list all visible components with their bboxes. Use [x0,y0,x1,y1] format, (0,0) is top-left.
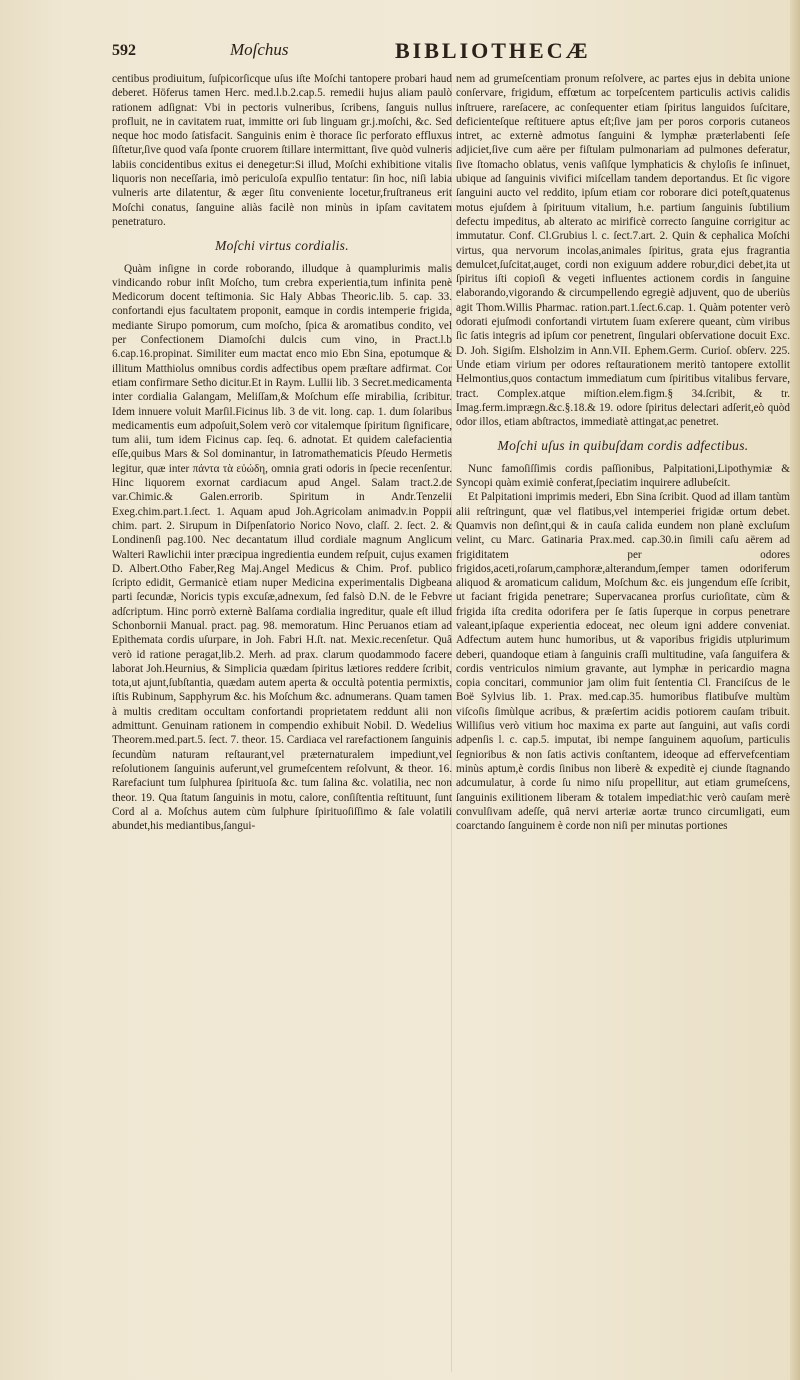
section-heading: Moſchi virtus cordialis. [215,238,349,254]
page-number: 592 [112,42,136,59]
running-head [112,38,792,66]
running-title: BIBLIOTHECÆ [395,38,591,63]
section-name: Moſchus [230,40,289,59]
section-heading: Moſchi uſus in quibuſdam cordis adfectibus. [497,438,749,454]
paragraph: centibus prodiuitum, ſuſpicorſicque uſus iſte Moſchi tantopere probari haud deberet. Höferus tamen Herc. med.l.b.2.cap.5. remedii hujus aliam paulò rationem adſignat: Vbi in pectoris vulneribus, ſcribens, ſanguis nullus profluit, ne in cavitatem ruat, immitte ori ſub linguam gr.j.moſchi, &c. Sed neque hoc modo ſatisfacit. Sanguinis enim è thorace ſic perforato effluxus ſiſtetur,ſive quod vaſa ſponte cruorem ſtillare intermittant, ſive quòd vulneris labiis concidentibus exitus ei denegetur:Si illud, Moſchi exhibitione vitalis liquoris non neceſſaria, imò periculoſa expulſio tentatur: ſin hoc, niſi labia vulneris arte dilatentur, & æger ſitu conveniente locetur,fruſtraneus erit Moſchi conatus, ſanguine aliàs facilè non minùs in ipſam cavitatem penetraturo. [112,73,452,228]
right-column [456,72,790,833]
paragraph: Et Palpitationi imprimis mederi, Ebn Sina ſcribit. Quod ad illam tantùm alii reſtringunt, quæ vel flatibus,vel intemperiei frigidæ ortum debet. Quamvis non deſint,qui & in cauſa calida eundem non planè excluſum velint, cu Marc. Gatinaria Prax.med. cap.30.in ſimili caſu aërem ad frigiditatem per odores frigidos,aceti,roſarum,camphoræ,alterandum,ſemper tamen odoriferum aliquod & aromaticum calidum, Moſchum &c. eis jungendum eſſe ſcribit, ut faciant frigida penetrare; Supervacanea prorſus curioſitate, cùm & frigida iſta credita odorifera per ſe ſatis ſuperque in corpus penetrare valeant,ipſaque experientia edoceat, nec oleum igni addere conveniat. Adfectum autem hunc humoribus, ut & vaporibus frigidis utplurimum deberi, quandoque etiam à ſanguinis craſſi multitudine, vaſa ſanguifera & cordis ventriculos nimium gravante, aut lymphæ in pericardio magna copia concitari, communior jam olim fuit ſententia Cl. Franciſcus de le Boë Sylvius lib. 1. Prax. med.cap.35. humoribus flatibuſve multùm viſcoſis ſimùlque acribus, & præſertim acidis potiorem cauſam tribuit. Williſius verò vitium hoc maxima ex parte aut ſanguini, aut vaſis cordi adpenſis l. c. cap.5. imputat, ibi nempe ſanguinem aquoſum, particulis ſegnioribus & non ſatis activis conſtantem, ideoque ad effervefcentiam minùs aptum,è cordis ſinibus non liberè & expeditè ej ciunde ſtagnando adcumulatur, à corde ſu nimo niſu propellitur, aut etiam grumeſcens, ſanguinis exilitionem liberam & totalem impediat:hic verò cauſam merè convulſivam adeſſe, quâ nervi arteriæ aortæ trunco circumligati, eum coarctando ſanguinem è corde non niſi per minutas portiones [456,491,790,833]
paragraph: Quàm inſigne in corde roborando, illudque à quamplurimis malis vindicando robur inſit Moſcho, tum crebra experientia,tum infinita penè Medicorum docent teſtimonia. Sic Haly Abbas Theoric.lib. 5. cap. 33. confortandi ejus facultatem proponit, eamque in cordis intemperie frigida, mediante Sirupo pomorum, cum moſcho, ſpica & aromatibus condito, vel per Confectionem Diamoſchi dulcis cum vino, in Pract.l.b 6.cap.16.propinat. Similiter eum mactat enco mio Ebn Sina, epotumque & illitum Matthiolus omnibus cordis adfectibus opem præſtare adfirmat. Cor etiam confirmare Setho dicitur.Et in Raym. Lullii lib. 3 Secret.medicamenta inter cordialia Galangam, Meliſſam,& Moſchum eſſe mirabilia, ſcribitur. Idem innuere voluit Marſil.Ficinus lib. 3 de vit. long. cap. 1. dum ſolaribus medicamentis eum adpoſuit,Solem verò cor vitalemque ſpiritum ſignificare, tum alii, tum idem Ficinus cap. ſeq. 6. adnotat. Et quidem calefacientia eſſe,quibus Mars & Sol dominantur, in Iatromathematicis Pſeudo Hermetis legitur, quæ inter πάντα τὰ εὐώδη, omnia grati odoris in ſpecie recenſentur. Hinc liquorem exornat cardiacum apud Angel. Salam tract.2.de var.Chimic.& Galen.errorib. Spiritum in Andr.Tenzelii Exeg.chim.part.1.ſect. 1. Aquam apud Joh.Agricolam animadv.in Poppii chim. part. 2. Sirupum in Diſpenſatorio Norico Novo, claſſ. 2. ſect. 2. & Londinenſi pag.100. Nec decantatum illud cordiale magnum Anglicum Walteri Rawlichii inter præcipua ingredientia eundem reſpuit, cujus examen D. Albert.Otho Faber,Reg Maj.Angel Medicus & Chim. Prof. publico ſcripto edidit, Germanicè etiam nuper Medicina experimentalis Digbeana parti ſecundæ, Noricis typis excuſæ,adnexum, ſed falsò D.N. de le Febvre adſcriptum. Hinc porrò externè Balſama cordialia ingreditur, quale eſt illud Schonbornii Manual. pract. pag. 98. memoratum. Hinc Peruanos etiam ad Epithemata cordis uſurpare, in Joh. Fabri H.ſt. nat. Mexic.recenſetur. Quâ verò id ratione peragat,lib.2. Merh. ad prax. clarum quodammodo facere laborat Joh.Heurnius, & Simplicia quædam ſpiritus lætiores reddere ſcribit, tota,ut ajunt,ſubſtantia, quædam autem aperta & occultà potentia permixtis, iſtis Rubinum, Sapphyrum &c. his Moſchum &c. adnumerans. Quam tamen à multis creditam occultam confortandi proprietatem reddunt alii non admittunt. Genuinam rationem in compendio exhibuit Nobil. D. Wedelius Theorem.med.part.5. ſect. 7. theor. 15. Cardiaca vel rarefactionem ſanguinis ſecundùm naturam reſtaurant,vel præternaturalem impediunt,vel reſolutionem ſanguinis auferunt,vel grumeſcentem reſolvunt, & theor. 16. Rarefaciunt tum ſulphurea ſpirituoſa &c. tum ſalina &c. volatilia, nec non theor. 19. Qua ſtatum ſanguinis in motu, calore, conſiſtentia reſtituunt, ſunt Cord al a. Moſchus autem cùm ſulphure ſpirituoſiſſimo & ſale volatili abundet,his mediantibus,ſangui- [112,262,452,833]
left-column [112,72,452,833]
paragraph: nem ad grumeſcentiam pronum reſolvere, ac partes ejus in debita unione conſervare, frigidum, effœtum ac torpeſcentem particulis activis calidis inſtruere, rareſacere, ac conſequenter etiam ſpiritus languidos ſuſcitare, deficienteſque reſtituere aptus eſt;ſive jam per poros corporis cutaneos intret, ac externè admotus ſanguini & lymphæ præterlabenti ſeſe adjiciet,ſive cum aëre per fiſtulam pulmonariam ad pulmones deferatur, ſive ſtomacho oblatus, venis vaſiſque lymphaticis & chyloſis ſe inſinuet, ubique ad ſanguinis vivifici miſcellam tandem deportandus. Et ſic vigore ſanguini aucto vel reddito, ipſum etiam cor roborare dici poteſt,quatenus motus ejuſdem à ſpirituum vitalium, h.e. partium ſanguinis ſubtilium defectu impeditus, ab alterato ac mirificè correcto ſanguine corrigitur ac immutatur. Conf. Cl.Grubius l. c. ſect.7.art. 2. Quin & cephalica Moſchi virtus, qua nervorum incolas,animales ſpiritus, grata ejus fragrantia demulcet,ſuſcitat,auget, cordi non exiguum addere robur,dici debet,ita ut ſpiritus iſti copioſi & vegeti influentes actionem cordis in ſanguine elaborando,vigorando & circumpellendo egregiè adjuvent, quo de uberiùs agit Thom.Willis Pharmac. ration.part.1.ſect.6.cap. 1. Quàm potenter verò odorati ejuſmodi confortandi virtutem ſuam exſerere queant, cùm viribus ſic ſatis integris ad ipſum cor penetrent, ſingulari obſervatione docuit Exc. D. Joh. Sigiſm. Elsholzim in Ann.VII. Ephem.Germ. Curioſ. obſerv. 225. Unde etiam virium per odores reſtaurationem meritò tantopere extollit Helmontius,quos contactum immediatum cum ſpiritibus vitalibus fervare, tract. Complex.atque miſtion.elem.figm.§ 34.ſcribit, & tr. Imag.ferm.imprægn.&c.§.18.& 19. odore ſpiritus delectari adſerit,eò quòd odor illos, etiam abſtractos, immediatè attingat,ac penetret. [456,73,790,429]
page-edge [790,0,800,1380]
paragraph: Nunc famoſiſſimis cordis paſſionibus, Palpitationi,Lipothymiæ & Syncopi quàm eximiè conferat,ſpeciatim inquirere adlubeſcit. [456,462,790,490]
